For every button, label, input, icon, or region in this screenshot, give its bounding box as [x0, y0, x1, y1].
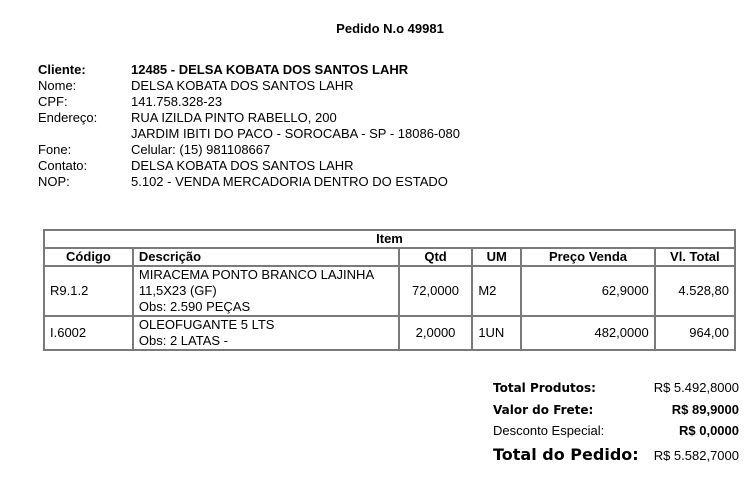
col-descricao: Descrição: [133, 248, 399, 266]
cell-um: M2: [472, 266, 521, 316]
field-label: CPF:: [38, 94, 68, 109]
cell-codigo: I.6002: [44, 316, 133, 350]
col-codigo: Código: [44, 248, 133, 266]
desconto-label: Desconto Especial:: [493, 423, 605, 438]
items-table: [43, 229, 736, 351]
desconto-value: R$ 0,0000: [679, 423, 739, 438]
order-title: Pedido N.o 49981: [336, 21, 444, 36]
cell-codigo: R9.1.2: [44, 266, 133, 316]
field-fone: [38, 142, 460, 158]
total-pedido-label: Total do Pedido:: [493, 445, 639, 464]
cell-um: 1UN: [472, 316, 521, 350]
field-contato: [38, 158, 460, 174]
field-label: Cliente:: [38, 62, 86, 77]
field-value: RUA IZILDA PINTO RABELLO, 200: [131, 110, 337, 125]
field-value: JARDIM IBITI DO PACO - SOROCABA - SP - 18086-080: [131, 126, 460, 141]
group-header-item: Item: [44, 230, 735, 248]
cell-qtd: 72,0000: [399, 266, 473, 316]
field-label: Nome:: [38, 78, 77, 93]
field-value: Celular: (15) 981108667: [131, 142, 271, 157]
desconto-row: [493, 423, 739, 445]
desc-obs: Obs: 2.590 PEÇAS: [138, 299, 251, 314]
col-um: UM: [472, 248, 521, 266]
field-label: Contato:: [38, 158, 88, 173]
desc-obs: Obs: 2 LATAS -: [138, 333, 228, 348]
col-preco-venda: Preço Venda: [521, 248, 654, 266]
table-column-headers: [44, 248, 735, 266]
cell-total: 4.528,80: [655, 266, 735, 316]
desc-line: MIRACEMA PONTO BRANCO LAJINHA: [138, 267, 375, 282]
table-row: [44, 316, 735, 350]
table-row: [44, 266, 735, 316]
desc-line: OLEOFUGANTE 5 LTS: [138, 317, 275, 332]
col-qtd: Qtd: [399, 248, 473, 266]
valor-frete-label: Valor do Frete:: [493, 403, 594, 417]
field-cliente: [38, 62, 460, 78]
table-group-header: [44, 230, 735, 248]
cell-preco: 482,0000: [521, 316, 654, 350]
total-produtos-value: R$ 5.492,8000: [653, 380, 739, 395]
field-endereco: [38, 110, 460, 126]
field-value: 12485 - DELSA KOBATA DOS SANTOS LAHR: [131, 62, 409, 77]
total-produtos-row: [493, 380, 739, 402]
field-cpf: [38, 94, 460, 110]
valor-frete-row: [493, 402, 739, 423]
field-nome: [38, 78, 460, 94]
field-value: DELSA KOBATA DOS SANTOS LAHR: [131, 78, 354, 93]
field-endereco-2: [38, 126, 460, 142]
total-pedido-row: [493, 445, 739, 469]
field-nop: [38, 174, 460, 190]
client-info: [38, 62, 460, 190]
field-value: DELSA KOBATA DOS SANTOS LAHR: [131, 158, 354, 173]
field-label: [38, 126, 131, 142]
field-label: NOP:: [38, 174, 70, 189]
cell-descricao: [133, 316, 399, 350]
field-value: 141.758.328-23: [131, 94, 223, 109]
field-value: 5.102 - VENDA MERCADORIA DENTRO DO ESTADO: [131, 174, 448, 189]
cell-descricao: [133, 266, 399, 316]
desc-line: 11,5X23 (GF): [138, 283, 217, 298]
total-pedido-value: R$ 5.582,7000: [653, 448, 739, 463]
cell-qtd: 2,0000: [399, 316, 473, 350]
order-totals: [493, 380, 739, 469]
field-label: Endereço:: [38, 110, 98, 125]
cell-total: 964,00: [655, 316, 735, 350]
col-vl-total: Vl. Total: [655, 248, 735, 266]
valor-frete-value: R$ 89,9000: [671, 402, 739, 417]
field-label: Fone:: [38, 142, 72, 157]
total-produtos-label: Total Produtos:: [493, 381, 596, 395]
cell-preco: 62,9000: [521, 266, 654, 316]
